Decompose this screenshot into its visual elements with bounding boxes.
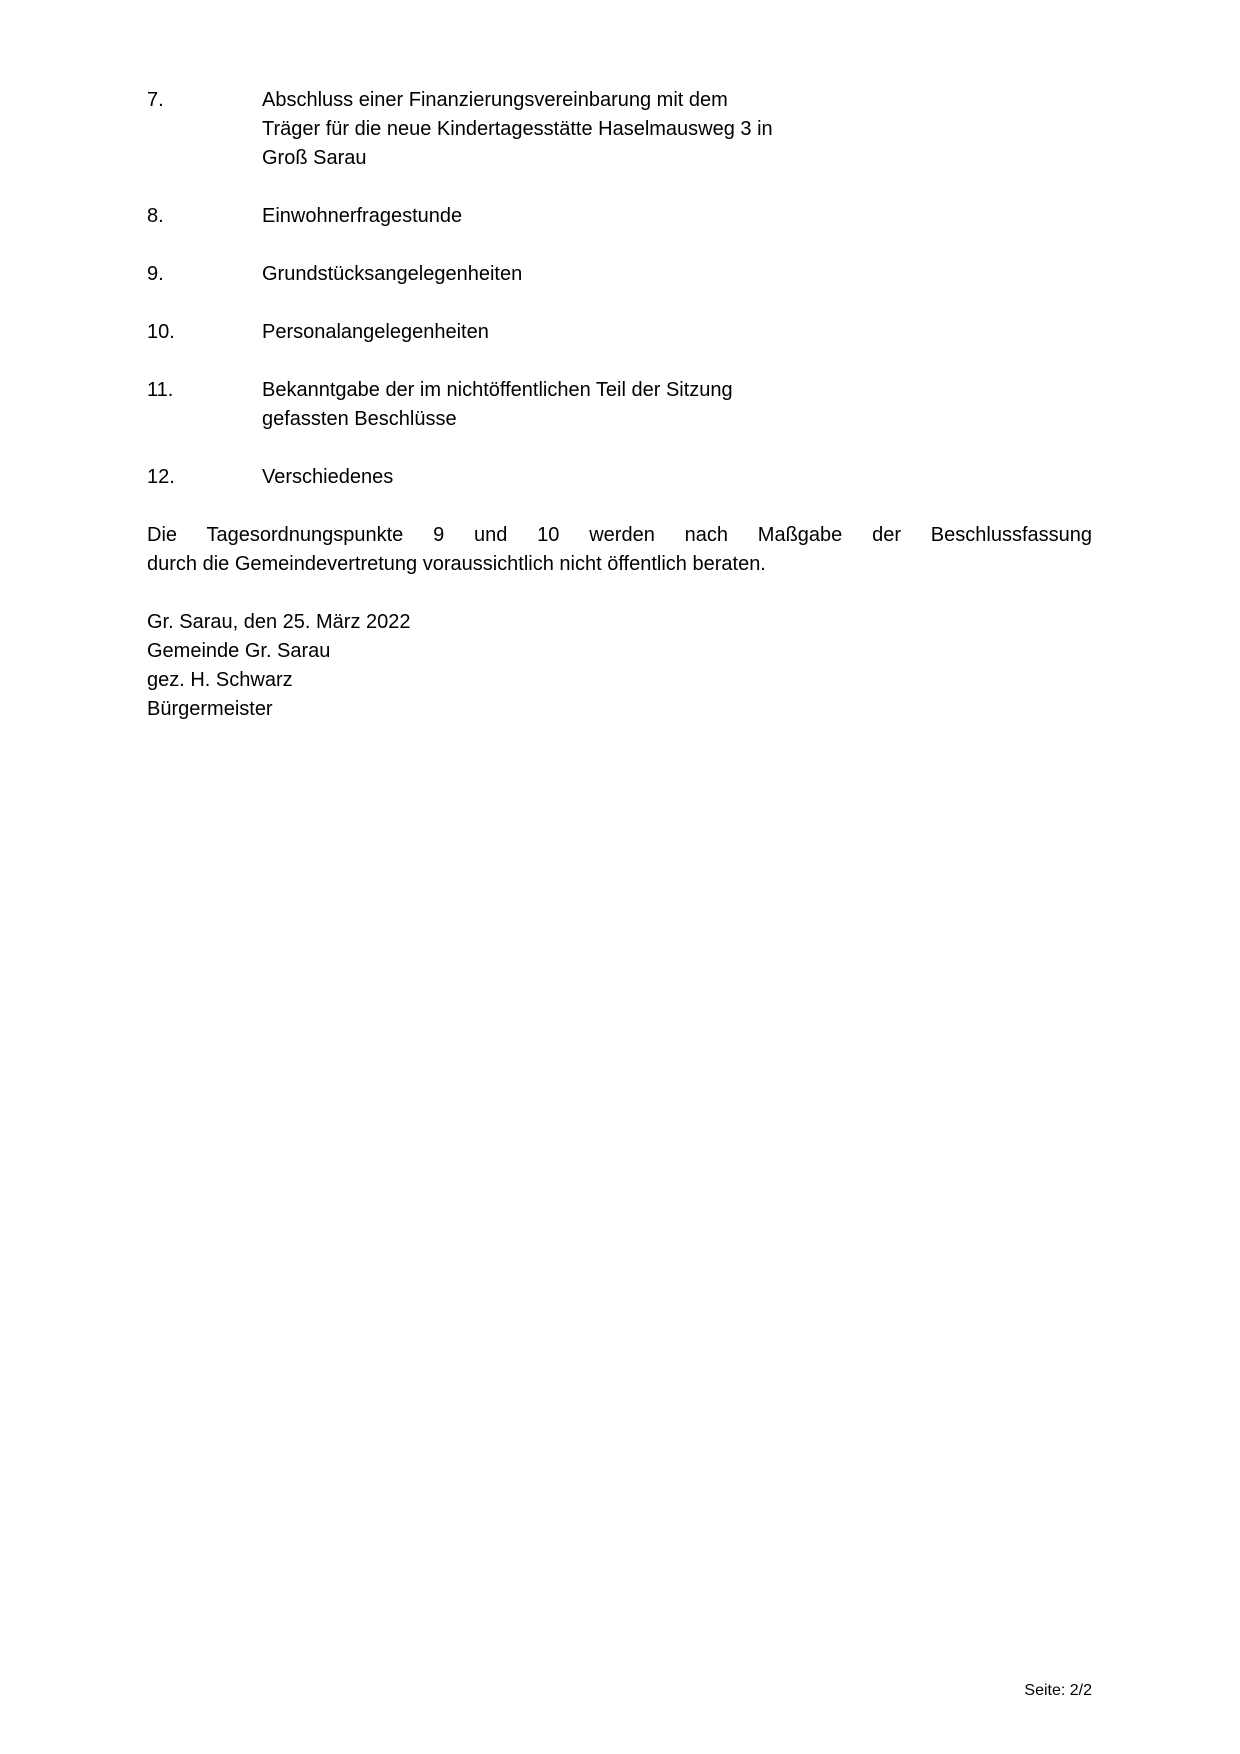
agenda-item-line: Grundstücksangelegenheiten bbox=[262, 263, 523, 285]
agenda-item-11 bbox=[147, 376, 1092, 434]
page-number-footer: Seite: 2/2 bbox=[1024, 1682, 1092, 1699]
agenda-item-number: 9. bbox=[147, 263, 164, 285]
agenda-item-line: gefassten Beschlüsse bbox=[262, 408, 457, 430]
agenda-item-text bbox=[262, 86, 907, 173]
agenda-item-8 bbox=[147, 202, 1092, 231]
agenda-item-number: 11. bbox=[147, 379, 174, 401]
agenda-item-line: Träger für die neue Kindertagesstätte Haselmausweg 3 in bbox=[262, 118, 773, 140]
closing-paragraph-line: Die Tagesordnungspunkte 9 und 10 werden nach Maßgabe der Beschlussfassung bbox=[147, 524, 1092, 546]
signature-signed-name: gez. H. Schwarz bbox=[147, 669, 293, 691]
agenda-item-9 bbox=[147, 260, 1092, 289]
agenda-item-text bbox=[262, 463, 907, 492]
signature-organization: Gemeinde Gr. Sarau bbox=[147, 640, 331, 662]
agenda-item-line: Groß Sarau bbox=[262, 147, 367, 169]
agenda-item-7 bbox=[147, 86, 1092, 173]
agenda-item-line: Einwohnerfragestunde bbox=[262, 205, 463, 227]
agenda-item-text bbox=[262, 202, 907, 231]
agenda-item-number: 7. bbox=[147, 89, 164, 111]
agenda-item-number: 10. bbox=[147, 321, 175, 343]
signature-block bbox=[147, 608, 1092, 724]
agenda-item-text bbox=[262, 318, 907, 347]
agenda-item-line: Abschluss einer Finanzierungsvereinbarung mit dem bbox=[262, 89, 728, 111]
agenda-item-number: 12. bbox=[147, 466, 175, 488]
signature-role-title: Bürgermeister bbox=[147, 698, 273, 720]
closing-paragraph-line: durch die Gemeindevertretung voraussichtlich nicht öffentlich beraten. bbox=[147, 553, 766, 575]
agenda-item-text bbox=[262, 260, 907, 289]
signature-place-date: Gr. Sarau, den 25. März 2022 bbox=[147, 611, 411, 633]
agenda-item-number: 8. bbox=[147, 205, 164, 227]
agenda-item-text bbox=[262, 376, 907, 434]
agenda-item-12 bbox=[147, 463, 1092, 492]
agenda-item-line: Verschiedenes bbox=[262, 466, 394, 488]
document-content bbox=[147, 86, 1092, 724]
agenda-item-line: Personalangelegenheiten bbox=[262, 321, 489, 343]
agenda-item-10 bbox=[147, 318, 1092, 347]
agenda-item-line: Bekanntgabe der im nichtöffentlichen Teil der Sitzung bbox=[262, 379, 733, 401]
closing-paragraph bbox=[147, 521, 1092, 579]
